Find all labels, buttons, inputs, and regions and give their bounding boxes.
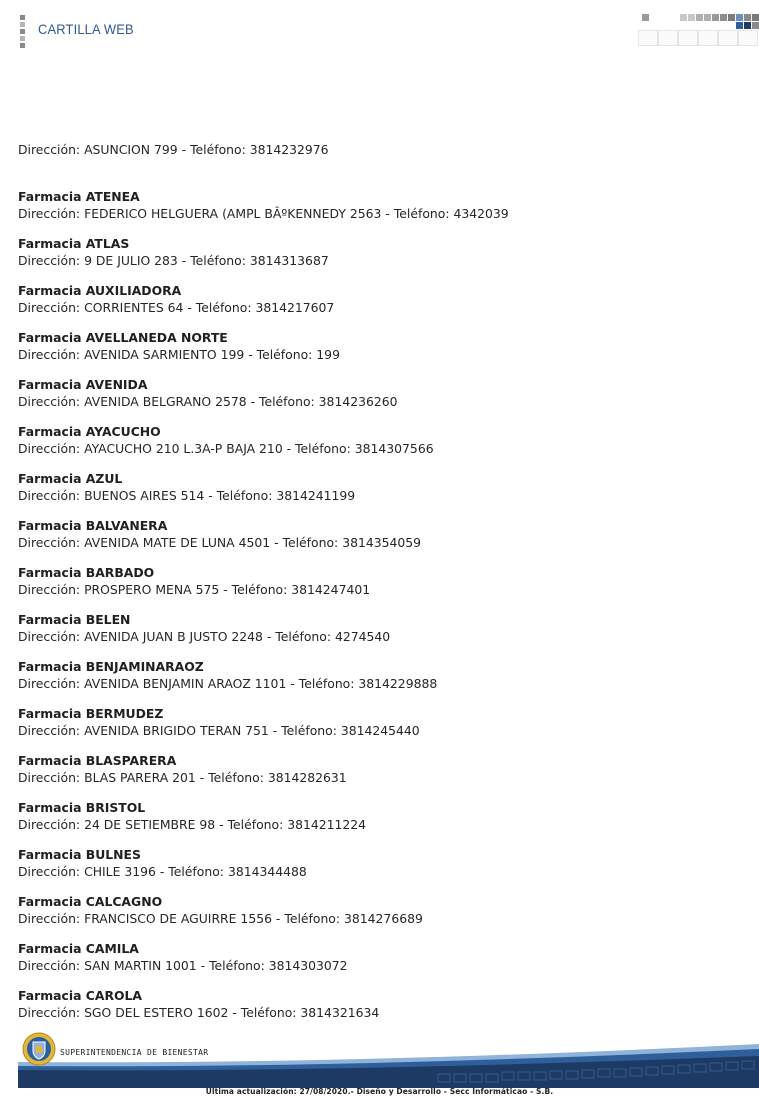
list-item xyxy=(18,470,738,517)
list-item xyxy=(18,564,738,611)
last-update-text: Última actualización: 27/08/2020.- Diseño y Desarrollo - Secc Informáticao - S.B. xyxy=(205,1087,554,1096)
pharmacy-address-line: Dirección: FRANCISCO DE AGUIRRE 1556 - Teléfono: 3814276689 xyxy=(18,911,423,926)
list-item xyxy=(18,799,738,846)
pharmacy-address-line: Dirección: CORRIENTES 64 - Teléfono: 3814217607 xyxy=(18,300,335,315)
pharmacy-name: Farmacia AUXILIADORA xyxy=(18,283,182,298)
list-item xyxy=(18,846,738,893)
pharmacy-address-line: Dirección: AVENIDA SARMIENTO 199 - Teléfono: 199 xyxy=(18,347,340,362)
list-item xyxy=(18,940,738,987)
pharmacy-address-line: Dirección: 9 DE JULIO 283 - Teléfono: 3814313687 xyxy=(18,253,329,268)
list-item xyxy=(18,517,738,564)
entry-address-line: Dirección: ASUNCION 799 - Teléfono: 3814232976 xyxy=(18,142,329,157)
list-item xyxy=(18,752,738,799)
pharmacy-name: Farmacia BRISTOL xyxy=(18,800,146,815)
shield-seal-icon xyxy=(22,1032,56,1066)
pharmacy-address-line: Dirección: 24 DE SETIEMBRE 98 - Teléfono: 3814211224 xyxy=(18,817,367,832)
page-header xyxy=(0,0,759,60)
pharmacy-address-line: Dirección: SAN MARTIN 1001 - Teléfono: 3814303072 xyxy=(18,958,348,973)
pharmacy-name: Farmacia BULNES xyxy=(18,847,141,862)
pharmacy-name: Farmacia BENJAMINARAOZ xyxy=(18,659,204,674)
pharmacy-list xyxy=(18,141,738,1034)
pharmacy-address-line: Dirección: BLAS PARERA 201 - Teléfono: 3814282631 xyxy=(18,770,347,785)
pharmacy-address-line: Dirección: SGO DEL ESTERO 1602 - Teléfono: 3814321634 xyxy=(18,1005,380,1020)
pharmacy-name: Farmacia AVENIDA xyxy=(18,377,148,392)
organization-name: SUPERINTENDENCIA DE BIENESTAR xyxy=(60,1048,209,1057)
list-item xyxy=(18,235,738,282)
footer-wave-icon xyxy=(18,1034,759,1088)
pharmacy-address-line: Dirección: AVENIDA BELGRANO 2578 - Teléfono: 3814236260 xyxy=(18,394,398,409)
list-item xyxy=(18,329,738,376)
list-item xyxy=(18,893,738,940)
pharmacy-address-line: Dirección: AVENIDA BRIGIDO TERAN 751 - Teléfono: 3814245440 xyxy=(18,723,420,738)
pharmacy-address-line: Dirección: AYACUCHO 210 L.3A-P BAJA 210 - Teléfono: 3814307566 xyxy=(18,441,434,456)
pharmacy-address-line: Dirección: PROSPERO MENA 575 - Teléfono: 3814247401 xyxy=(18,582,371,597)
pharmacy-name: Farmacia BLASPARERA xyxy=(18,753,177,768)
list-item xyxy=(18,705,738,752)
pharmacy-name: Farmacia AZUL xyxy=(18,471,123,486)
pharmacy-name: Farmacia BARBADO xyxy=(18,565,155,580)
list-item xyxy=(18,141,738,188)
pharmacy-name: Farmacia BALVANERA xyxy=(18,518,168,533)
pharmacy-name: Farmacia ATLAS xyxy=(18,236,130,251)
pharmacy-name: Farmacia CAROLA xyxy=(18,988,143,1003)
pharmacy-address-line: Dirección: FEDERICO HELGUERA (AMPL BÂºKENNEDY 2563 - Teléfono: 4342039 xyxy=(18,206,509,221)
pharmacy-name: Farmacia ATENEA xyxy=(18,189,140,204)
list-item xyxy=(18,376,738,423)
page-footer xyxy=(0,1028,759,1101)
pharmacy-name: Farmacia AVELLANEDA NORTE xyxy=(18,330,228,345)
list-item xyxy=(18,658,738,705)
pharmacy-address-line: Dirección: AVENIDA MATE DE LUNA 4501 - Teléfono: 3814354059 xyxy=(18,535,422,550)
pharmacy-address-line: Dirección: BUENOS AIRES 514 - Teléfono: 3814241199 xyxy=(18,488,356,503)
list-item xyxy=(18,188,738,235)
pharmacy-name: Farmacia CAMILA xyxy=(18,941,139,956)
header-bar-icon xyxy=(20,15,25,47)
pharmacy-name: Farmacia BELEN xyxy=(18,612,131,627)
brand-title: CARTILLA WEB xyxy=(38,21,134,37)
header-decoration-icon xyxy=(638,12,758,46)
pharmacy-name: Farmacia BERMUDEZ xyxy=(18,706,164,721)
list-item xyxy=(18,987,738,1034)
pharmacy-address-line: Dirección: CHILE 3196 - Teléfono: 3814344488 xyxy=(18,864,307,879)
pharmacy-address-line: Dirección: AVENIDA JUAN B JUSTO 2248 - Teléfono: 4274540 xyxy=(18,629,391,644)
pharmacy-address-line: Dirección: AVENIDA BENJAMIN ARAOZ 1101 - Teléfono: 3814229888 xyxy=(18,676,438,691)
pharmacy-name: Farmacia AYACUCHO xyxy=(18,424,161,439)
list-item xyxy=(18,423,738,470)
list-item xyxy=(18,282,738,329)
list-item xyxy=(18,611,738,658)
pharmacy-name: Farmacia CALCAGNO xyxy=(18,894,163,909)
